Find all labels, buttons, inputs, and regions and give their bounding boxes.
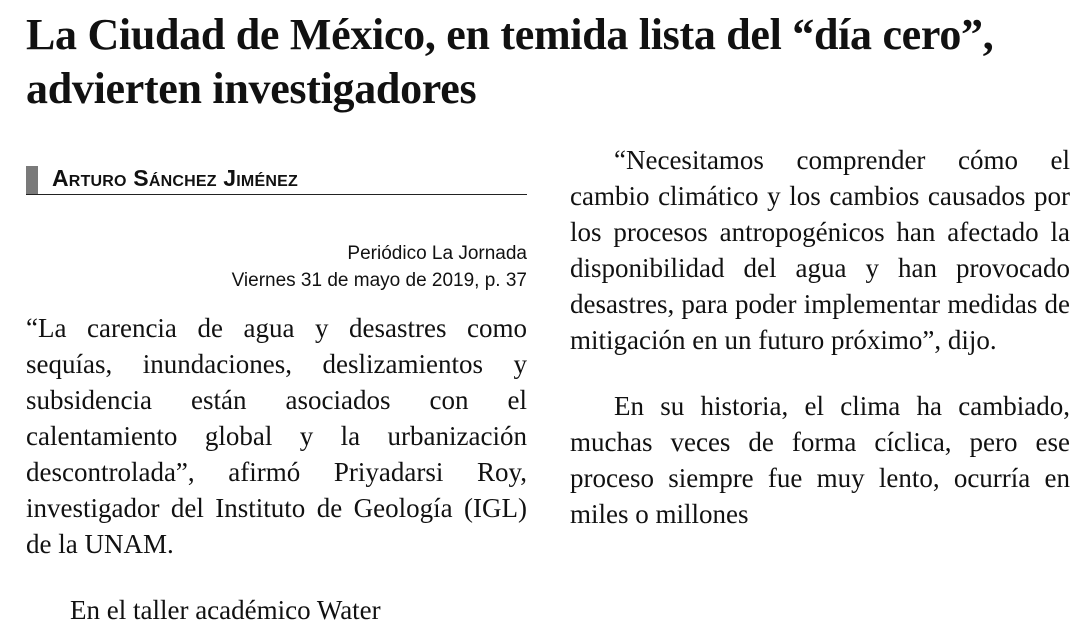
source-info — [26, 240, 527, 294]
publication-name: Periódico La Jornada — [347, 243, 527, 264]
right-column — [570, 142, 1070, 532]
publication-date-page: Viernes 31 de mayo de 2019, p. 37 — [231, 270, 527, 291]
left-column — [26, 310, 527, 628]
author-name: Arturo Sánchez Jiménez — [52, 165, 298, 191]
left-paragraph-2: En el taller académico Water — [70, 595, 381, 625]
article-headline: La Ciudad de México, en temida lista del “día cero”, advierten investigadores — [26, 10, 994, 113]
right-paragraph-2: En su historia, el clima ha cambiado, muchas veces de forma cíclica, pero ese proceso siempre fue muy lento, ocurría en miles o millones — [570, 391, 1070, 529]
byline-accent-bar — [26, 166, 38, 194]
byline — [26, 163, 527, 195]
right-paragraph-1: “Necesitamos comprender cómo el cambio climático y los cambios causados por los procesos antropogénicos han afectado la disponibilidad del agua y han provocado desastres, para poder implementar medidas de mitigación en un futuro próximo”, dijo. — [570, 145, 1070, 355]
left-paragraph-1: “La carencia de agua y desastres como sequías, inundaciones, deslizamientos y subsidencia están asociados con el calentamiento global y la urbanización descontrolada”, afirmó Priyadarsi Roy, investigador del Instituto de Geología (IGL) de la UNAM. — [26, 313, 527, 559]
